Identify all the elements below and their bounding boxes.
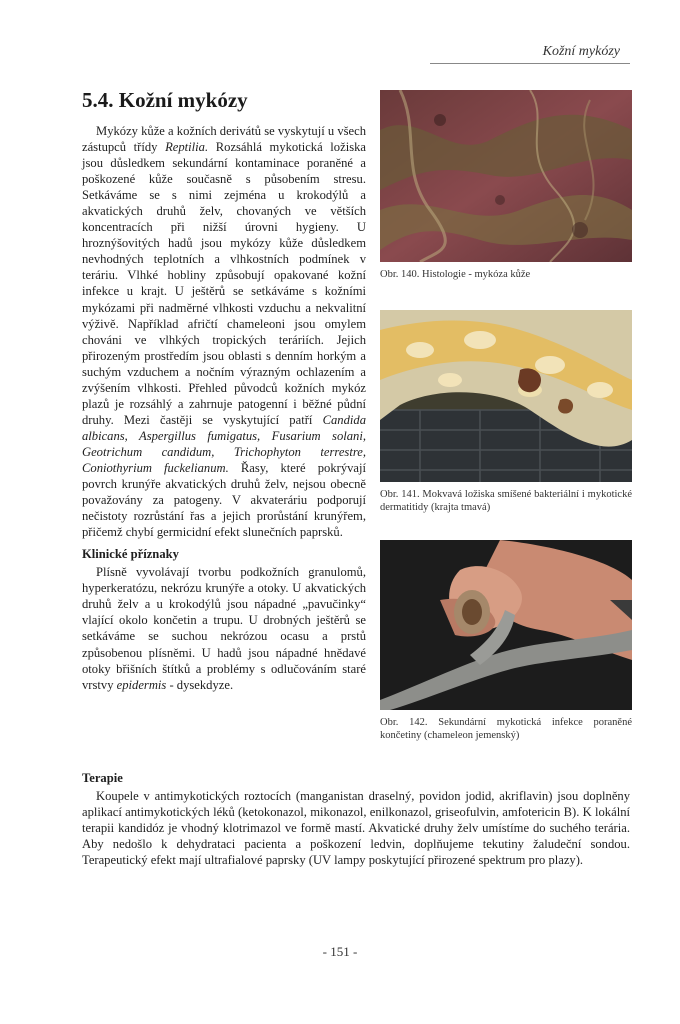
section-title (82, 88, 248, 113)
section-title-text: Kožní mykózy (118, 88, 248, 112)
figure-140-caption: Obr. 140. Histologie - mykóza kůže (380, 269, 531, 280)
section-number: 5.4. (82, 88, 114, 112)
clinical-heading: Klinické příznaky (82, 547, 179, 562)
figure-142-caption: Obr. 142. Sekundární mykotická infekce poraněné končetiny (chameleon jemenský) (380, 717, 632, 741)
figure-140-histology-photo (380, 90, 632, 262)
clinical-paragraph: Plísně vyvolávají tvorbu podkožních granulomů, hyperkeratózu, nekrózu krunýře a otoky. U akvatických druhů želv a u krokodýlů jsou nápadné „pavučinky“ vlající okolo končetin a trupu. U drobných ještěrů se setkáváme se suchou nekrózou ocasu a prstů způsobenou plísněmi. U hadů jsou nápadné hnědavé otoky břišních štítků a problémy s odlučováním staré vrstvy epidermis - dysekdyze. (82, 565, 366, 692)
intro-paragraph: Mykózy kůže a kožních derivátů se vyskytují u všech zástupců třídy Reptilia. Rozsáhlá mykotická ložiska jsou důsledkem sekundární kontaminace poraněné a poškozené kůže současně s působením stresu. Setkáváme se s nimi zejména u krokodýlů a akvatických druhů želv, chovaných ve větších koncentracích při nižší úrovni hygieny. U hroznýšovitých hadů jsou mykózy kůže důsledkem nevhodných teplotních a vlhkostních podmínek v teráriu. Vlhké hobliny způsobují opakované kožní infekce u krajt. U ještěrů se setkáváme s kožními mykózami při nadměrné vlhkosti vzduchu a nekvalitní výživě. Například afričtí chameleoni jsou omylem chováni ve vlhkých tropických teráriích. Jejich přirozeným prostředím jsou oblasti s denním horkým a suchým vzduchem a nočním výrazným ochlazením a zvýšením vlhkosti. Přehled původců kožních mykóz plazů je rozsáhlý a zahrnuje patogenní i běžné půdní druhy. Mezi častěji se vyskytující patří Candida albicans, Aspergillus fumigatus, Fusarium solani, Geotrichum candidum, Trichophyton terrestre, Coniothyrium fuckelianum. Řasy, které pokrývají povrch krunýře akvatických druhů želv, nejsou obecně považovány za patogeny. V akvateráriu podporují nečistoty rozrůstání řas a jejich prorůstání krunýřem, přičemž chybí germicidní efekt slunečních paprsků. (82, 124, 366, 540)
main-text-column (82, 123, 366, 693)
figure-141-python-skin-photo (380, 310, 632, 482)
page-number: - 151 - (322, 944, 358, 959)
header-rule (430, 63, 630, 64)
figure-141-caption: Obr. 141. Mokvavá ložiska smíšené bakteriální i mykotické dermatitidy (krajta tmavá) (380, 489, 632, 513)
therapy-heading: Terapie (82, 771, 123, 785)
figure-142-chameleon-limb-photo (380, 540, 632, 710)
therapy-paragraph: Koupele v antimykotických roztocích (manganistan draselný, povidon jodid, akriflavin) jsou doplněny aplikací antimykotických léků (ketokonazol, mikonazol, enilkonazol, griseofulvin, amfotericin B). K lokální terapii kandidóz je vhodný klotrimazol ve formě mastí. Akvatické druhy želv umístíme do suchého terária. Aby nedošlo k dehydrataci pacienta a poškození ledvin, doplňujeme tekutiny žaludeční sondou. Terapeutický efekt mají ultrafialové paprsky (UV lampy poskytující přirozené spektrum pro plazy). (82, 789, 630, 868)
running-head: Kožní mykózy (542, 44, 620, 59)
therapy-section (82, 770, 630, 868)
